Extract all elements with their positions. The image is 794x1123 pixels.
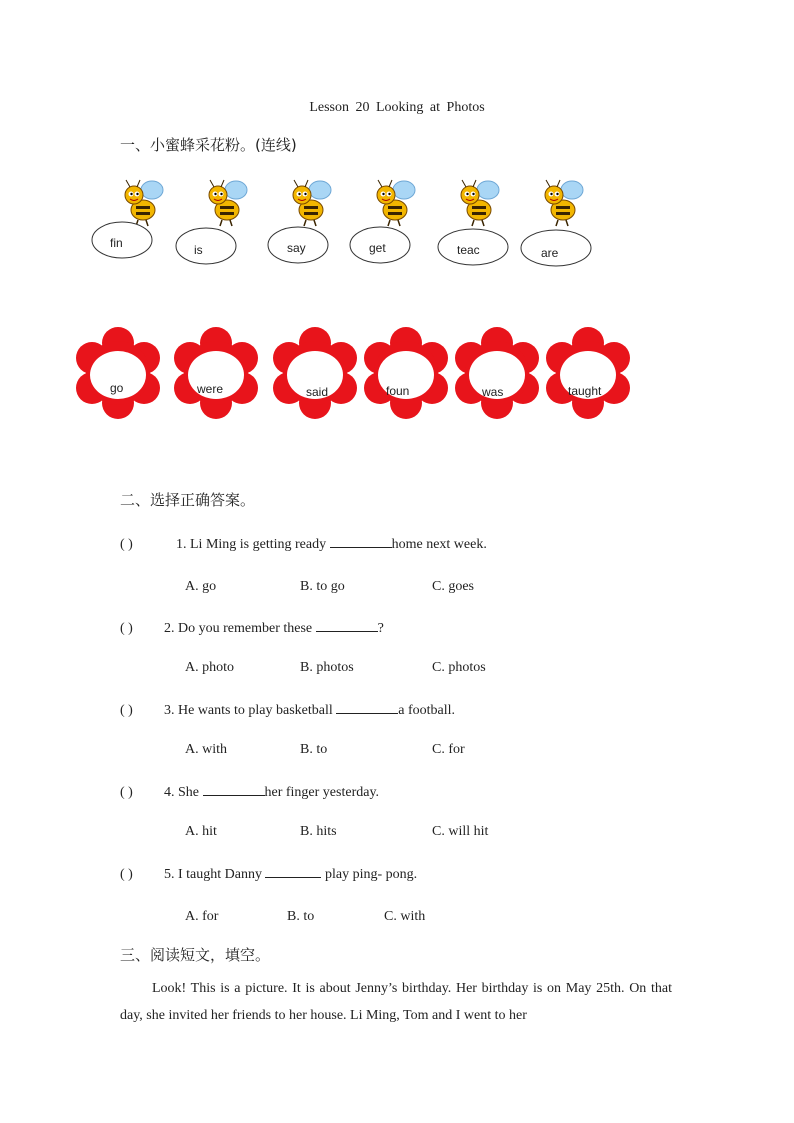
q1-option-c[interactable]: C. goes [432, 579, 474, 594]
q5-option-c[interactable]: C. with [384, 909, 426, 924]
q4-option-c[interactable]: C. will hit [432, 824, 489, 839]
q5-option-b[interactable]: B. to [287, 909, 315, 924]
q2-option-c[interactable]: C. photos [432, 660, 486, 675]
section-3-heading: 三、阅读短文，填空。 [120, 946, 271, 964]
question-5: ( ) 5. I taught Danny play ping- pong. [120, 867, 418, 882]
answer-blank[interactable] [330, 535, 392, 548]
bee-word-4: get [369, 241, 386, 255]
question-2: ( ) 2. Do you remember these ? [120, 621, 384, 636]
q1-option-b[interactable]: B. to go [300, 579, 345, 594]
q4-option-b[interactable]: B. hits [300, 824, 337, 839]
answer-blank[interactable] [316, 619, 378, 632]
bee-word-oval[interactable] [176, 228, 236, 264]
question-4: ( ) 4. She her finger yesterday. [120, 785, 380, 800]
question-1: ( ) 1. Li Ming is getting ready home next week. [120, 537, 487, 552]
flower-word-1: go [110, 381, 124, 395]
flower-word-5: was [482, 385, 504, 399]
section-2-heading: 二、选择正确答案。 [120, 491, 256, 509]
q5-option-a[interactable]: A. for [185, 909, 219, 924]
flower-row [0, 325, 794, 425]
flower-5[interactable] [455, 327, 539, 419]
bee-word-6: are [541, 246, 559, 260]
q4-option-a[interactable]: A. hit [185, 824, 217, 839]
q3-option-a[interactable]: A. with [185, 742, 227, 757]
section-1-heading: 一、小蜜蜂采花粉。(连线) [120, 136, 297, 154]
answer-blank[interactable] [265, 865, 321, 878]
bee-word-1: fin [110, 236, 123, 250]
answer-paren[interactable]: ( ) [120, 703, 133, 718]
q3-option-c[interactable]: C. for [432, 742, 465, 757]
bee-row [0, 170, 794, 280]
flower-word-2: were [197, 382, 224, 396]
answer-blank[interactable] [203, 783, 265, 796]
q3-option-b[interactable]: B. to [300, 742, 328, 757]
bee-word-5: teac [457, 243, 480, 257]
answer-blank[interactable] [336, 701, 398, 714]
q1-option-a[interactable]: A. go [185, 579, 217, 594]
bee-word-2: is [194, 243, 203, 257]
page-title: Lesson 20 Looking at Photos [309, 100, 485, 115]
q2-option-b[interactable]: B. photos [300, 660, 354, 675]
q2-option-a[interactable]: A. photo [185, 660, 234, 675]
answer-paren[interactable]: ( ) [120, 537, 133, 552]
answer-paren[interactable]: ( ) [120, 621, 133, 636]
flower-3[interactable] [273, 327, 357, 419]
flower-2[interactable] [174, 327, 258, 419]
bee-1 [92, 180, 163, 258]
flower-1[interactable] [76, 327, 160, 419]
flower-word-4: foun [386, 384, 410, 398]
flower-4[interactable] [364, 327, 448, 419]
flower-word-6: taught [568, 384, 602, 398]
flower-6[interactable] [546, 327, 630, 419]
flower-word-3: said [306, 385, 329, 399]
answer-paren[interactable]: ( ) [120, 867, 133, 882]
question-3: ( ) 3. He wants to play basketball a football. [120, 703, 456, 718]
reading-paragraph: Look! This is a picture. It is about Jenny’s birthday. Her birthday is on May 25th. On that day, she invited her friends to her house. Li Ming, Tom and I went to her [120, 981, 672, 1023]
answer-paren[interactable]: ( ) [120, 785, 133, 800]
bee-2 [176, 180, 247, 264]
bee-word-3: say [287, 241, 306, 255]
